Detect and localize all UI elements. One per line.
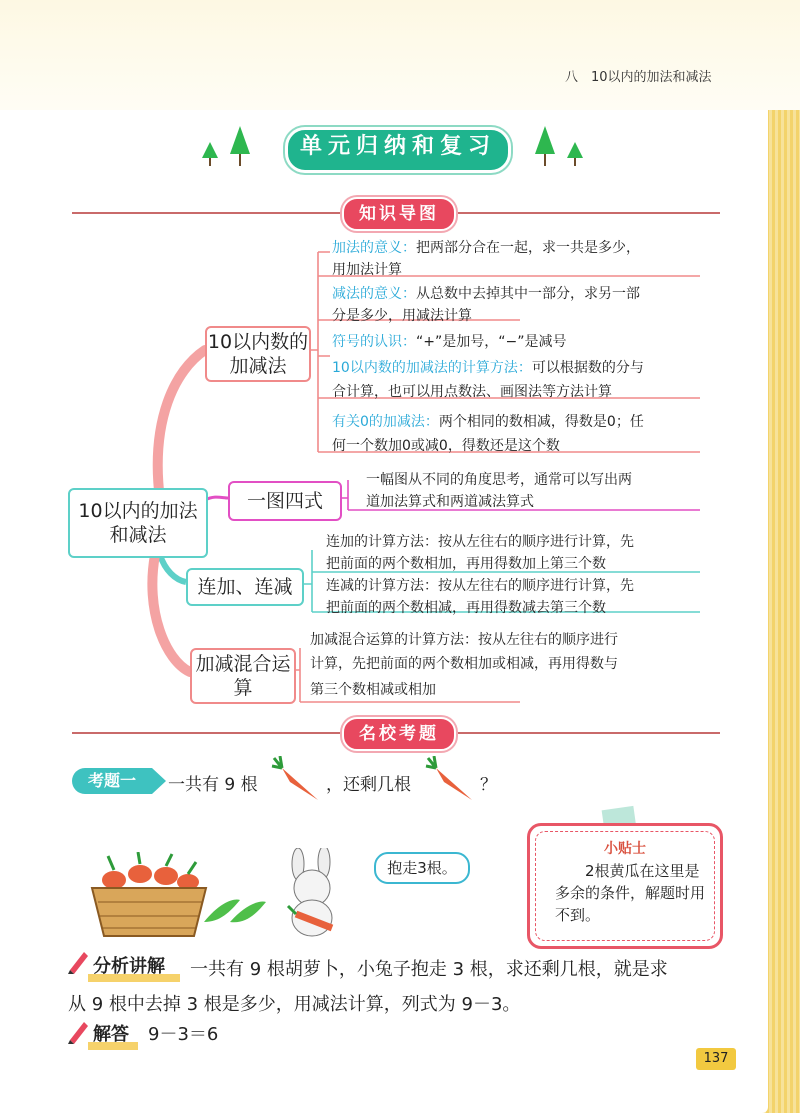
question-tag: 考题一 [72, 768, 152, 794]
page-title: 单元归纳和复习 [299, 134, 496, 159]
section-divider [72, 732, 342, 734]
section-title-mindmap: 知识导图 [342, 197, 456, 231]
leaf-consecutive-4: 把前面的两个数相减，再用得数减去第三个数 [326, 600, 606, 616]
leaf-mixed-3: 第三个数相减或相加 [310, 682, 436, 698]
speech-bubble: 抱走3根。 [374, 852, 470, 884]
branch-one-picture-four-equations: 一图四式 [228, 481, 342, 521]
answer-label: 解答 [93, 1024, 129, 1045]
tip-text: 2根黄瓜在这里是多余的条件，解题时用不到。 [555, 862, 706, 924]
leaf-calc-method: 10以内数的加减法的计算方法：可以根据数的分与 [332, 360, 644, 376]
answer-text: 9－3＝6 [148, 1024, 219, 1045]
carrot-basket-illustration [84, 852, 214, 940]
leaf-subtraction-meaning: 减法的意义：从总数中去掉其中一部分，求另一部 [332, 286, 640, 302]
leaf-zero-cont: 何一个数加0或减0，得数还是这个数 [332, 438, 560, 454]
branch-consecutive: 连加、连减 [186, 568, 304, 606]
tip-title: 小贴士 [604, 841, 646, 857]
leaf-zero: 有关0的加减法：两个相同的数相减，得数是0；任 [332, 414, 644, 430]
analysis-text: 一共有 9 根胡萝卜，小兔子抱走 3 根，求还剩几根，就是求 [190, 959, 668, 980]
question-part1: 一共有 9 根 [168, 775, 258, 795]
section-title-exam: 名校考题 [342, 717, 456, 751]
branch-mixed: 加减混合运算 [190, 648, 296, 704]
analysis-text-cont: 从 9 根中去掉 3 根是多少，用减法计算，列式为 9－3。 [68, 994, 521, 1015]
leaf-addition-meaning-cont: 用加法计算 [332, 262, 402, 278]
pencil-icon [66, 1018, 90, 1044]
leaf-mixed-2: 计算，先把前面的两个数相加或相减，再用得数与 [310, 656, 618, 672]
analysis-label: 分析讲解 [93, 956, 165, 977]
leaf-mixed-1: 加减混合运算的计算方法：按从左往右的顺序进行 [310, 632, 618, 648]
question-part3: ？ [480, 775, 497, 795]
section-divider [456, 732, 720, 734]
branch-addsub-within-10: 10以内数的加减法 [205, 326, 311, 382]
carrot-icon [424, 756, 478, 806]
leaf-symbols: 符号的认识：“+”是加号，“−”是减号 [332, 334, 567, 350]
pencil-icon [66, 948, 90, 974]
rabbit-illustration [272, 848, 354, 938]
leaf-consecutive-3: 连减的计算方法：按从左往右的顺序进行计算，先 [326, 578, 634, 594]
leaf-one-four-2: 道加法算式和两道减法算式 [366, 494, 534, 510]
leaf-consecutive-2: 把前面的两个数相加，再用得数加上第三个数 [326, 556, 606, 572]
leaf-calc-method-cont: 合计算，也可以用点数法、画图法等方法计算 [332, 384, 612, 400]
question-part2: ，还剩几根 [326, 775, 411, 795]
leaf-consecutive-1: 连加的计算方法：按从左往右的顺序进行计算，先 [326, 534, 634, 550]
chapter-header: 八 10以内的加法和减法 [565, 70, 712, 85]
cucumber-icon [200, 894, 270, 928]
page-number: 137 [696, 1048, 736, 1070]
leaf-subtraction-meaning-cont: 分是多少，用减法计算 [332, 308, 472, 324]
carrot-icon [270, 756, 324, 806]
mindmap-root: 10以内的加法和减法 [68, 488, 208, 558]
leaf-one-four-1: 一幅图从不同的角度思考，通常可以写出两 [366, 472, 632, 488]
leaf-addition-meaning: 加法的意义：把两部分合在一起，求一共是多少， [332, 240, 640, 256]
